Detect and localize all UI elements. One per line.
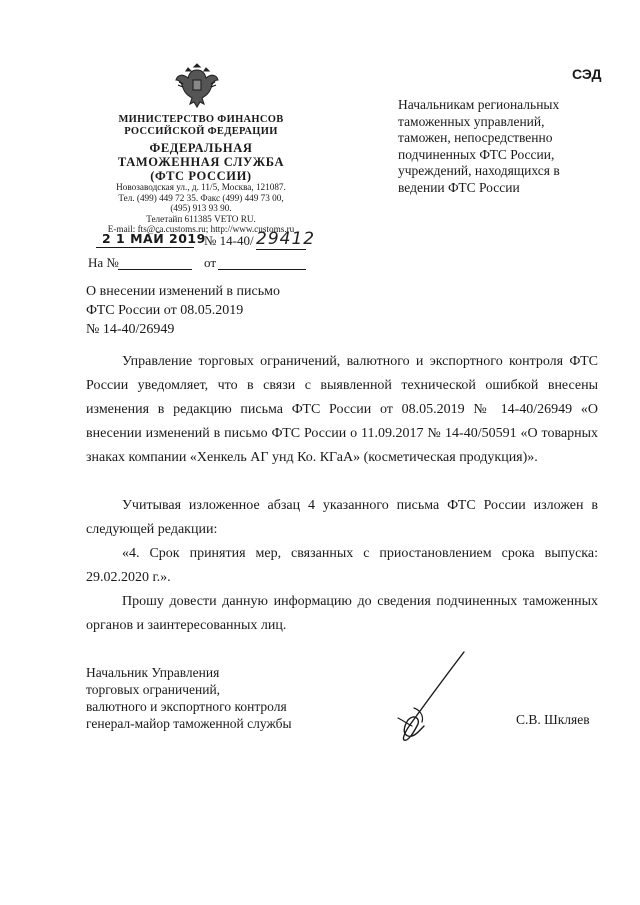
service-line: (ФТС РОССИИ) bbox=[150, 169, 252, 183]
recipient-line: ведении ФТС России bbox=[398, 179, 520, 195]
recipient-line: таможен, непосредственно bbox=[398, 130, 553, 145]
address-block bbox=[96, 182, 306, 235]
recipient-line: Начальникам региональных bbox=[398, 97, 560, 112]
reg-number-handwritten: 29412 bbox=[256, 229, 316, 249]
ref-from-underline bbox=[218, 269, 306, 270]
subject-line: О внесении изменений в письмо bbox=[86, 284, 280, 299]
coat-of-arms-emblem bbox=[174, 60, 220, 110]
address-line: Тел. (499) 449 72 35. Факс (499) 449 73 00, bbox=[118, 192, 284, 203]
address-line: (495) 913 93 90. bbox=[170, 203, 232, 213]
ref-on-underline bbox=[118, 269, 192, 270]
reg-number-underline bbox=[256, 249, 306, 250]
subject-line: № 14-40/26949 bbox=[86, 322, 175, 337]
address-line: Новозаводская ул., д. 11/5, Москва, 121087. bbox=[116, 182, 286, 192]
ministry-name bbox=[96, 114, 306, 138]
ref-on-label: На № bbox=[88, 255, 119, 270]
service-line: ТАМОЖЕННАЯ СЛУЖБА bbox=[117, 155, 285, 169]
date-underline bbox=[96, 247, 194, 248]
position-line: Начальник Управления bbox=[86, 665, 220, 680]
service-name bbox=[96, 141, 306, 183]
body-paragraph-2: Учитывая изложенное абзац 4 указанного письма ФТС России изложен в следующей редакции: bbox=[86, 498, 598, 537]
position-line: генерал-майор таможенной службы bbox=[86, 716, 292, 731]
body-paragraph-4: Прошу довести данную информацию до сведения подчиненных таможенных органов и заинтересованных лиц. bbox=[86, 594, 598, 633]
sed-mark: СЭД bbox=[572, 66, 602, 82]
address-line: E-mail: fts@ca.customs.ru; http://www.customs.ru bbox=[107, 224, 295, 234]
recipient-line: таможенных управлений, bbox=[398, 113, 545, 129]
body-paragraph-1: Управление торговых ограничений, валютного и экспортного контроля ФТС России уведомляет, что в связи с выявленной технической ошибкой внесены изменения в редакцию письма ФТС России от 08.05.2019 № 14-40/26949 «О внесении изменений в письмо ФТС России о 11.09.2017 № 14-40/50591 «О товарных знаках компании «Хенкель АГ унд Ко. КГаА» (косметическая продукция)». bbox=[86, 354, 598, 465]
position-line: торговых ограничений, bbox=[86, 682, 221, 697]
service-line: ФЕДЕРАЛЬНАЯ bbox=[149, 141, 253, 155]
ministry-line: РОССИЙСКОЙ ФЕДЕРАЦИИ bbox=[124, 126, 278, 137]
date-stamp: 2 1 МАЙ 2019 bbox=[102, 231, 206, 246]
ref-from-label: от bbox=[204, 255, 217, 270]
subject-line: ФТС России от 08.05.2019 bbox=[86, 303, 244, 318]
recipient-line: учреждений, находящихся в bbox=[398, 163, 560, 178]
address-line: Телетайп 611385 VETO RU. bbox=[146, 213, 256, 224]
body-paragraph-3: «4. Срок принятия мер, связанных с приостановлением срока выпуска: 29.02.2020 г.». bbox=[86, 546, 598, 585]
recipient-block bbox=[398, 97, 598, 196]
position-line: валютного и экспортного контроля bbox=[86, 699, 287, 714]
letter-subject bbox=[86, 282, 316, 339]
ministry-line: МИНИСТЕРСТВО ФИНАНСОВ bbox=[118, 114, 284, 125]
recipient-line: подчиненных ФТС России, bbox=[398, 146, 555, 162]
signatory-position bbox=[86, 664, 292, 732]
signatory-name: С.В. Шкляев bbox=[516, 712, 590, 727]
handwritten-signature bbox=[384, 648, 474, 748]
reg-number-prefix: № 14-40/ bbox=[204, 233, 254, 248]
